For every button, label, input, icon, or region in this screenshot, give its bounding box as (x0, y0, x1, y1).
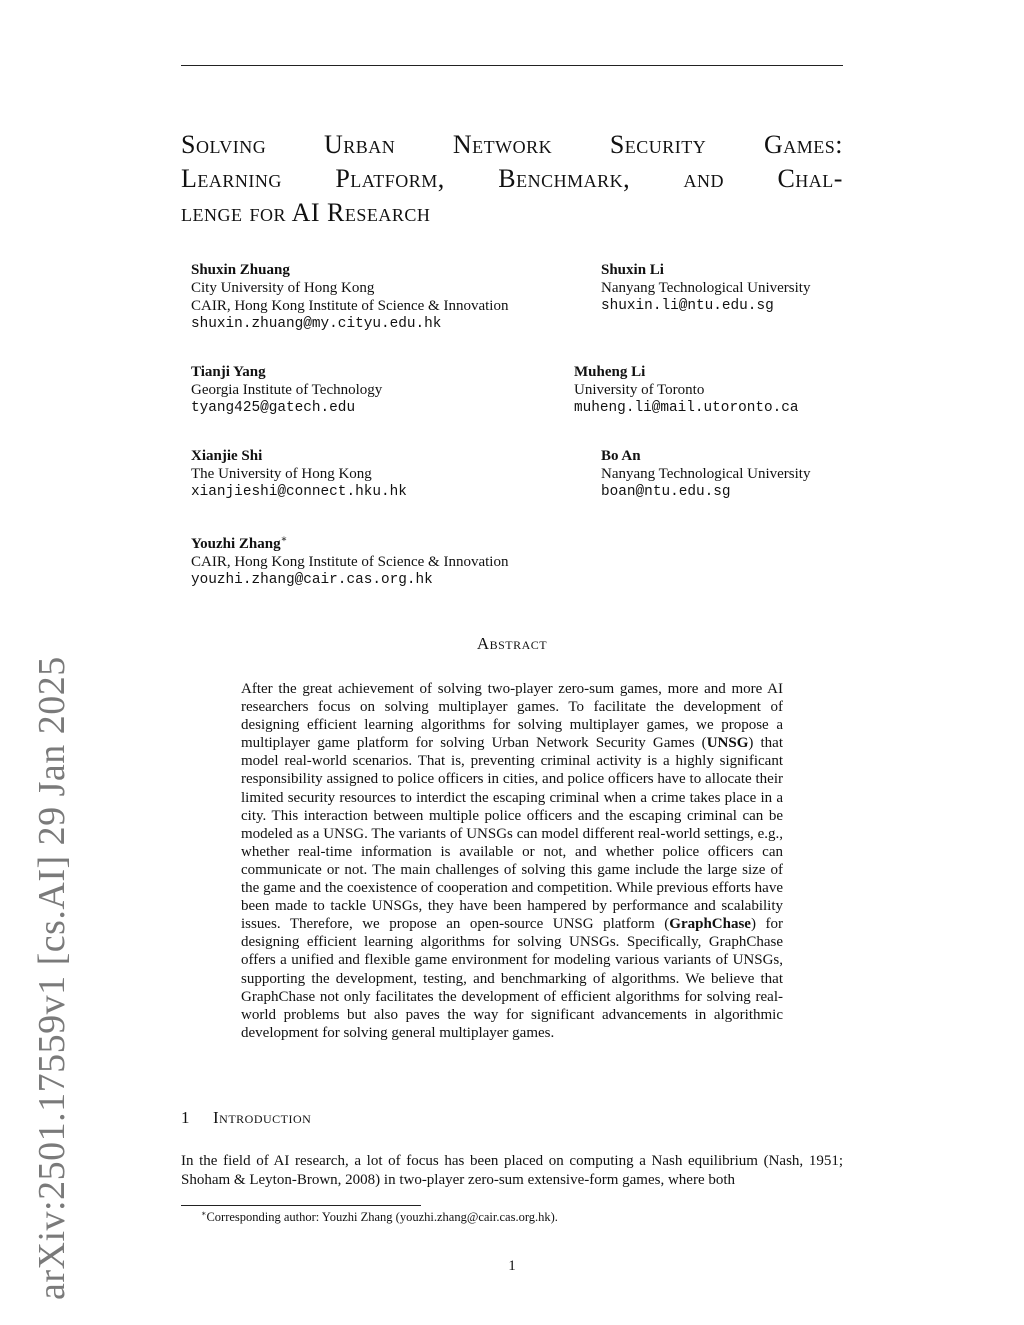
page-number: 1 (508, 1258, 516, 1274)
abstract-body (241, 680, 783, 1042)
footnote-rule (181, 1205, 421, 1206)
author-block (191, 447, 407, 501)
footnote (201, 1209, 558, 1225)
title-word: and (683, 164, 725, 193)
author-email[interactable]: tyang425@gatech.edu (191, 400, 356, 416)
title-word: Urban (323, 130, 396, 159)
title-word: Platform, (335, 164, 445, 193)
author-affiliation: Nanyang Technological University (601, 280, 811, 296)
abstract-text: After the great achievement of solving two-player zero-sum games, more and more AI researchers focus on solving multiplayer games. To facilitate the development of designing efficient learning algorithms for solving multiplayer games, we propose a multiplayer game platform for solving Urban Network Security Games ( (241, 681, 783, 752)
abstract-bold-term: UNSG (706, 735, 749, 752)
section-number: 1 (181, 1108, 190, 1127)
footnote-marker[interactable]: ∗ (280, 534, 288, 545)
title-word: Benchmark, (498, 164, 631, 193)
author-name: Tianji Yang (191, 364, 266, 380)
title-word: Games: (763, 130, 843, 159)
author-email[interactable]: shuxin.li@ntu.edu.sg (601, 298, 774, 314)
title-word: Chal- (777, 164, 843, 193)
author-name: Muheng Li (574, 364, 646, 380)
footnote-mark: ∗ (201, 1209, 207, 1218)
author-name: Bo An (601, 448, 641, 464)
author-block (574, 363, 799, 417)
author-name (191, 531, 508, 553)
author-email[interactable]: xianjieshi@connect.hku.hk (191, 484, 407, 500)
author-block (191, 261, 508, 333)
intro-paragraph: In the field of AI research, a lot of focus has been placed on computing a Nash equilibrium (Nash, 1951; Shoham & Leyton-Brown, 2008) in two-player zero-sum extensive-form games, where both (181, 1153, 843, 1188)
author-email[interactable]: boan@ntu.edu.sg (601, 484, 731, 500)
title-line-2 (181, 162, 843, 196)
author-affiliation: Nanyang Technological University (601, 466, 811, 482)
author-email[interactable]: shuxin.zhuang@my.cityu.edu.hk (191, 316, 442, 332)
author-affiliation: CAIR, Hong Kong Institute of Science & Innovation (191, 554, 509, 570)
paper-title (181, 128, 843, 230)
author-block (191, 531, 508, 589)
section-heading (181, 1108, 311, 1128)
abstract-text: ) that model real-world scenarios. That is, preventing criminal activity is a highly significant responsibility assigned to police officers in cities, and police officers have to allocate their limited security resources to interdict the escaping criminal when a crime takes place in a city. This interaction between multiple police officers and the escaping criminal can be modeled as a UNSG. The variants of UNSGs can model different real-world settings, e.g., whether real-time information is available or not, and whether police officers can communicate or not. The main challenges of solving this game include the large size of the game and the coexistence of cooperation and competition. While previous efforts have been made to tackle UNSGs, they have been hampered by performance and scalability issues. Therefore, we propose an open-source UNSG platform ( (241, 735, 783, 933)
author-affiliation: Georgia Institute of Technology (191, 382, 383, 398)
author-name: Shuxin Zhuang (191, 262, 290, 278)
abstract-bold-term: GraphChase (669, 916, 751, 933)
author-email[interactable]: muheng.li@mail.utoronto.ca (574, 400, 799, 416)
author-block (601, 447, 810, 501)
author-name: Xianjie Shi (191, 448, 263, 464)
title-word: Solving (181, 130, 267, 159)
section-title: Introduction (213, 1108, 312, 1127)
author-affiliation: CAIR, Hong Kong Institute of Science & Innovation (191, 298, 509, 314)
title-word: Security (609, 130, 707, 159)
title-line-1 (181, 128, 843, 162)
author-block (601, 261, 810, 315)
author-affiliation: University of Toronto (574, 382, 705, 398)
author-name: Shuxin Li (601, 262, 664, 278)
author-affiliation: City University of Hong Kong (191, 280, 375, 296)
top-rule (181, 65, 843, 66)
author-block (191, 363, 382, 417)
abstract-heading: Abstract (476, 634, 548, 653)
author-name-text: Youzhi Zhang (191, 536, 281, 552)
abstract-text: ) for designing efficient learning algorithms for solving UNSGs. Specifically, GraphChase offers a unified and flexible game environment for modeling various variants of UNSGs, supporting the development, testing, and benchmarking of algorithms. We believe that GraphChase not only facilitates the development of efficient algorithms for solving real-world problems but also paves the way for significant advancements in algorithmic development for solving general multiplayer games. (241, 916, 783, 1041)
author-email[interactable]: youzhi.zhang@cair.cas.org.hk (191, 572, 433, 588)
title-word: Learning (181, 164, 282, 193)
title-word: Network (452, 130, 553, 159)
author-affiliation: The University of Hong Kong (191, 466, 372, 482)
arxiv-stamp-text: arXiv:2501.17559v1 [cs.AI] 29 Jan 2025 (31, 656, 73, 1300)
title-line-3: lenge for AI Research (181, 198, 431, 227)
footnote-text: Corresponding author: Youzhi Zhang (youzhi.zhang@cair.cas.org.hk). (206, 1210, 558, 1225)
